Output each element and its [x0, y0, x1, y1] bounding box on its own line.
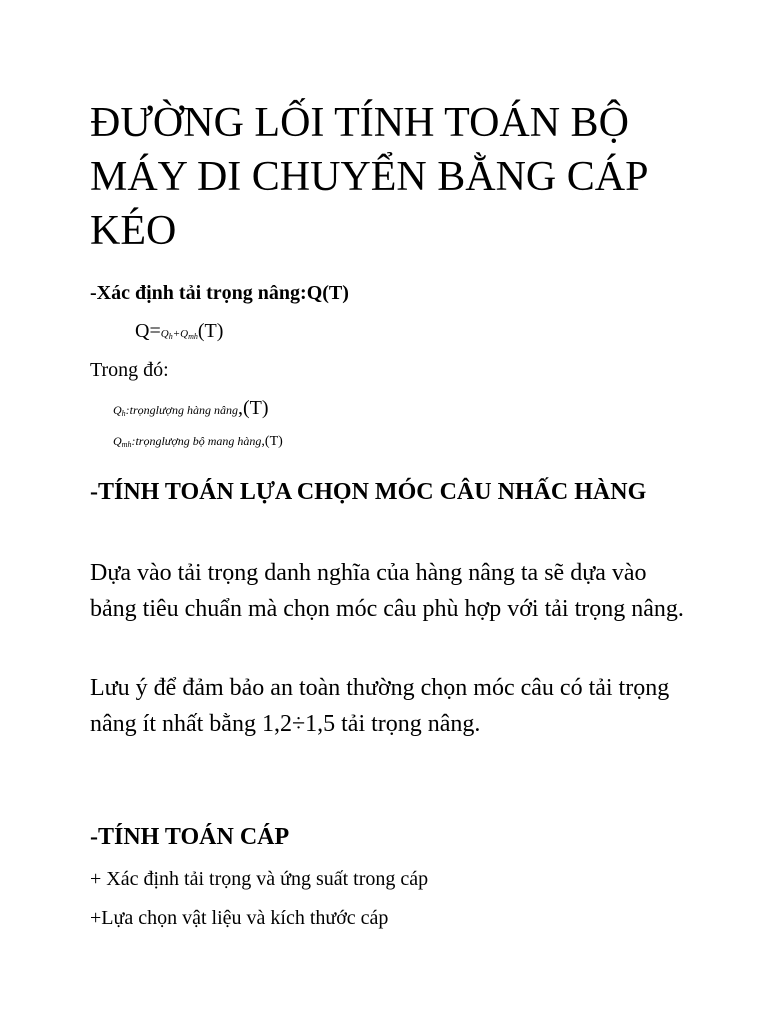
cable-item-2: +Lựa chọn vật liệu và kích thước cáp [90, 907, 389, 929]
hook-paragraph-1: Dựa vào tải trọng danh nghĩa của hàng nâng ta sẽ dựa vào bảng tiêu chuẩn mà chọn móc câu phù hợp với tải trọng nâng. [90, 560, 684, 622]
where-label: Trong đó: [90, 359, 169, 381]
formula-term-mh: $Q_{mh}$ [180, 328, 198, 341]
formula-plus: + [172, 328, 181, 340]
definition-qmh: $Q_{mh}:trọnglượng$ bộ mang hàng,(T) [113, 434, 283, 449]
cable-item-1: + Xác định tải trọng và ứng suất trong cáp [90, 868, 429, 890]
cable-heading: -TÍNH TOÁN CÁP [90, 824, 290, 850]
definition-qh: $Q_h:trọnglượng$ hàng nâng,(T) [113, 397, 269, 419]
page-title: ĐƯỜNG LỐI TÍNH TOÁN BỘ MÁY DI CHUYỂN BẰNG CÁP KÉO [90, 100, 647, 254]
load-heading: -Xác định tải trọng nâng:Q(T) [90, 282, 349, 304]
hook-paragraph-2: Lưu ý để đảm bảo an toàn thường chọn móc câu có tải trọng nâng ít nhất bằng 1,2÷1,5 tải trọng nâng. [90, 675, 670, 737]
load-formula [135, 318, 223, 350]
formula-term-h: $Q_h$ [160, 328, 173, 341]
formula-unit: (T) [197, 320, 224, 342]
formula-lhs: Q= [135, 320, 161, 342]
hook-heading: -TÍNH TOÁN LỰA CHỌN MÓC CÂU NHẤC HÀNG [90, 479, 647, 505]
